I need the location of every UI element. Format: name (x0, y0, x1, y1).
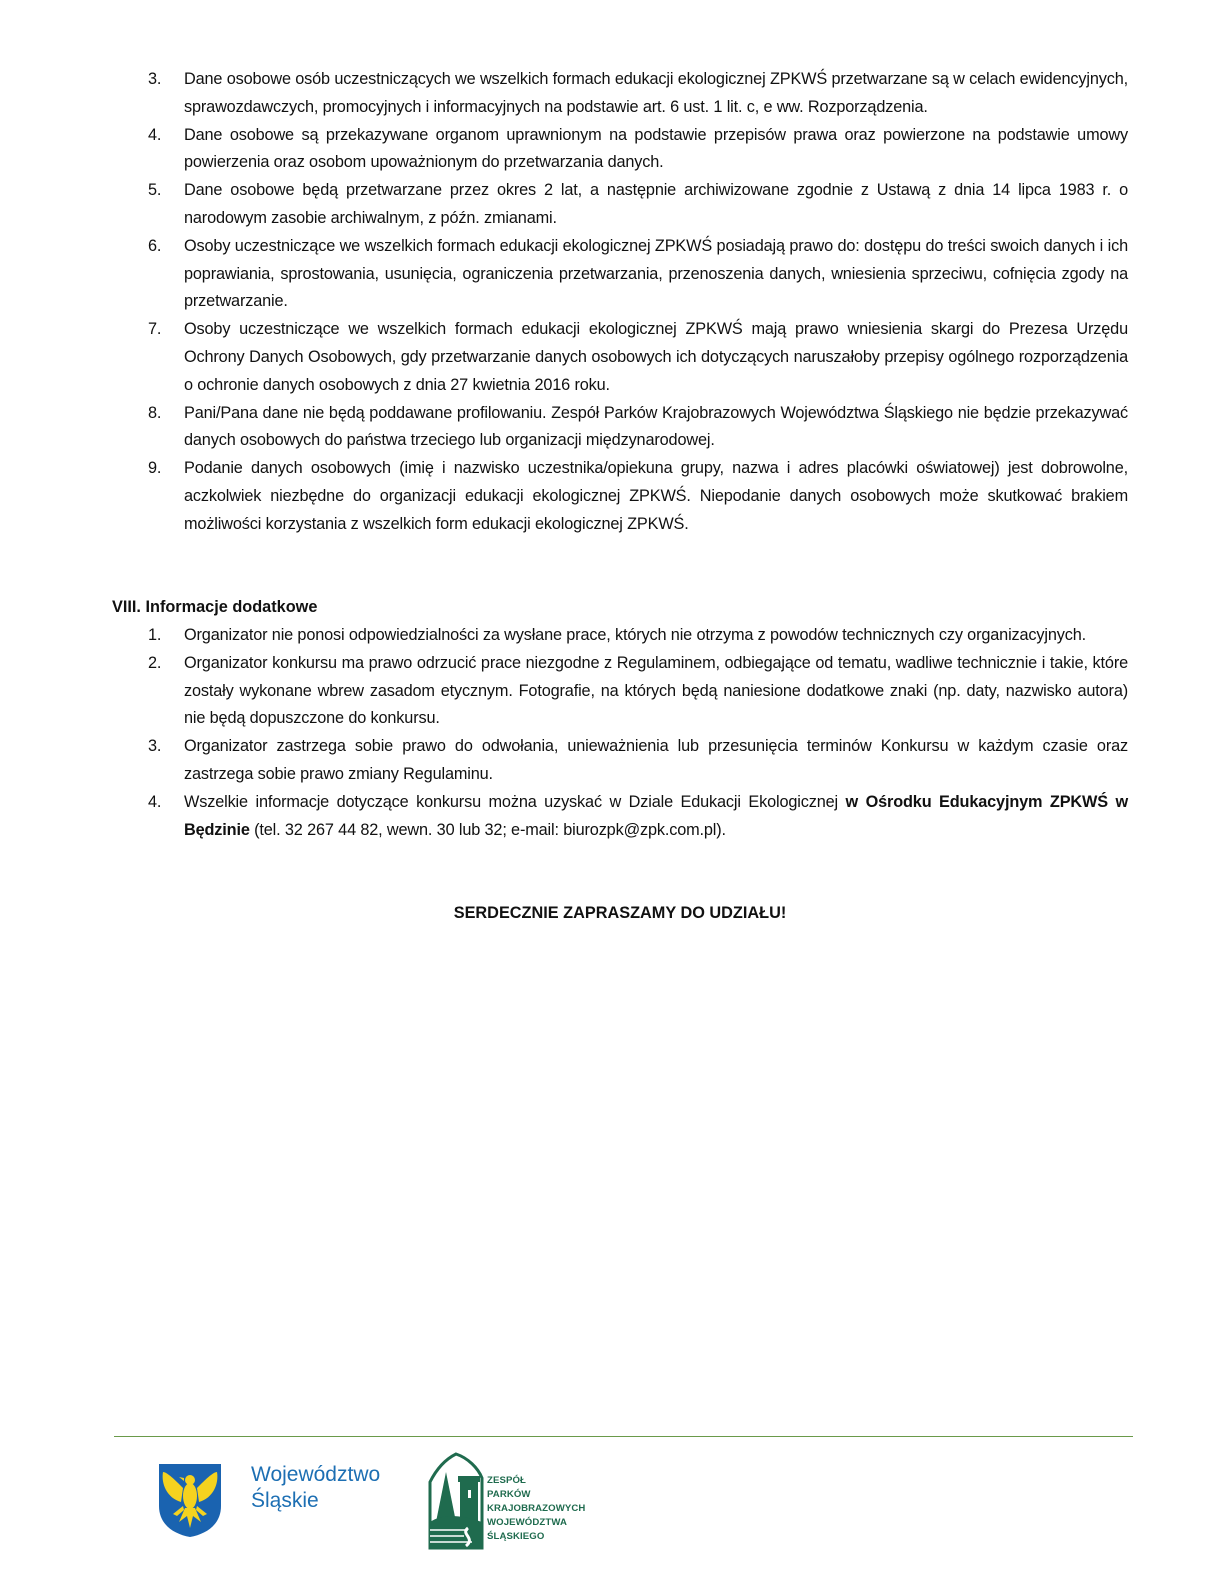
list-item: 4. Dane osobowe są przekazywane organom uprawnionym na podstawie przepisów prawa oraz powierzone na podstawie umowy powierzenia oraz osobom upoważnionym do przetwarzania danych. (148, 125, 1128, 172)
list-item: 8. Pani/Pana dane nie będą poddawane profilowaniu. Zespół Parków Krajobrazowych Województwa Śląskiego nie będzie przekazywać danych osobowych do państwa trzeciego lub organizacji międzynarodowej. (148, 403, 1128, 450)
list-item: 1. Organizator nie ponosi odpowiedzialności za wysłane prace, których nie otrzyma z powodów technicznych czy organizacyjnych. (148, 626, 1087, 644)
data-protection-list (112, 66, 1128, 539)
list-item: 2. Organizator konkursu ma prawo odrzucić prace niezgodne z Regulaminem, odbiegające od tematu, wadliwe technicznie i takie, które zostały wykonane wbrew zasadom etycznym. Fotografie, na których będą naniesione dodatkowe znaki (np. daty, nazwisko autora) nie będą dopuszczone do konkursu. (148, 653, 1128, 728)
zpk-text: ZESPÓŁ PARKÓW KRAJOBRAZOWYCH WOJEWÓDZTWA ŚLĄSKIEGO (487, 1475, 586, 1542)
park-tower-emblem-icon (428, 1452, 484, 1550)
wojewodztwo-slaskie-logo (157, 1462, 380, 1538)
list-item: 4. Wszelkie informacje dotyczące konkursu można uzyskać w Dziale Edukacji Ekologicznej w Ośrodku Edukacyjnym ZPKWŚ w Będzinie (tel. 32 267 44 82, wewn. 30 lub 32; e-mail: biurozpk@zpk.com.pl). (148, 792, 1128, 839)
closing-invitation: SERDECZNIE ZAPRASZAMY DO UDZIAŁU! (453, 904, 787, 922)
list-item: 3. Organizator zastrzega sobie prawo do odwołania, unieważnienia lub przesunięcia terminów Konkursu w każdym czasie oraz zastrzega sobie prawo zmiany Regulaminu. (148, 737, 1128, 783)
zpk-logo (428, 1452, 585, 1550)
silesia-eagle-shield-icon (157, 1462, 223, 1538)
additional-info-list (112, 622, 1128, 844)
list-item: 9. Podanie danych osobowych (imię i nazwisko uczestnika/opiekuna grupy, nazwa i adres placówki oświatowej) jest dobrowolne, aczkolwiek niezbędne do organizacji edukacji ekologicznej ZPKWŚ. Niepodanie danych osobowych może skutkować brakiem możliwości korzystania z wszelkich form edukacji ekologicznej ZPKWŚ. (148, 459, 1128, 533)
list-item: 3. Dane osobowe osób uczestniczących we wszelkich formach edukacji ekologicznej ZPKWŚ przetwarzane są w celach ewidencyjnych, sprawozdawczych, promocyjnych i informacyjnych na podstawie art. 6 ust. 1 lit. c, e ww. Rozporządzenia. (148, 70, 1128, 116)
wojewodztwo-text: Województwo Śląskie (251, 1463, 381, 1512)
footer-divider (114, 1436, 1133, 1437)
list-item: 5. Dane osobowe będą przetwarzane przez okres 2 lat, a następnie archiwizowane zgodnie z Ustawą z dnia 14 lipca 1983 r. o narodowym zasobie archiwalnym, z późn. zmianami. (148, 181, 1128, 227)
list-item: 6. Osoby uczestniczące we wszelkich formach edukacji ekologicznej ZPKWŚ posiadają prawo do: dostępu do treści swoich danych i ich poprawiania, sprostowania, usunięcia, ograniczenia przetwarzania, przenoszenia danych, wniesienia sprzeciwu, cofnięcia zgody na przetwarzanie. (148, 236, 1128, 311)
bold-location: w Ośrodku Edukacyjnym ZPKWŚ w Będzinie (184, 792, 1128, 839)
section-heading: VIII. Informacje dodatkowe (112, 598, 318, 616)
list-item: 7. Osoby uczestniczące we wszelkich formach edukacji ekologicznej ZPKWŚ mają prawo wniesienia skargi do Prezesa Urzędu Ochrony Danych Osobowych, gdy przetwarzanie danych osobowych ich dotyczących naruszałoby przepisy ogólnego rozporządzenia o ochronie danych osobowych z dnia 27 kwietnia 2016 roku. (148, 320, 1128, 394)
